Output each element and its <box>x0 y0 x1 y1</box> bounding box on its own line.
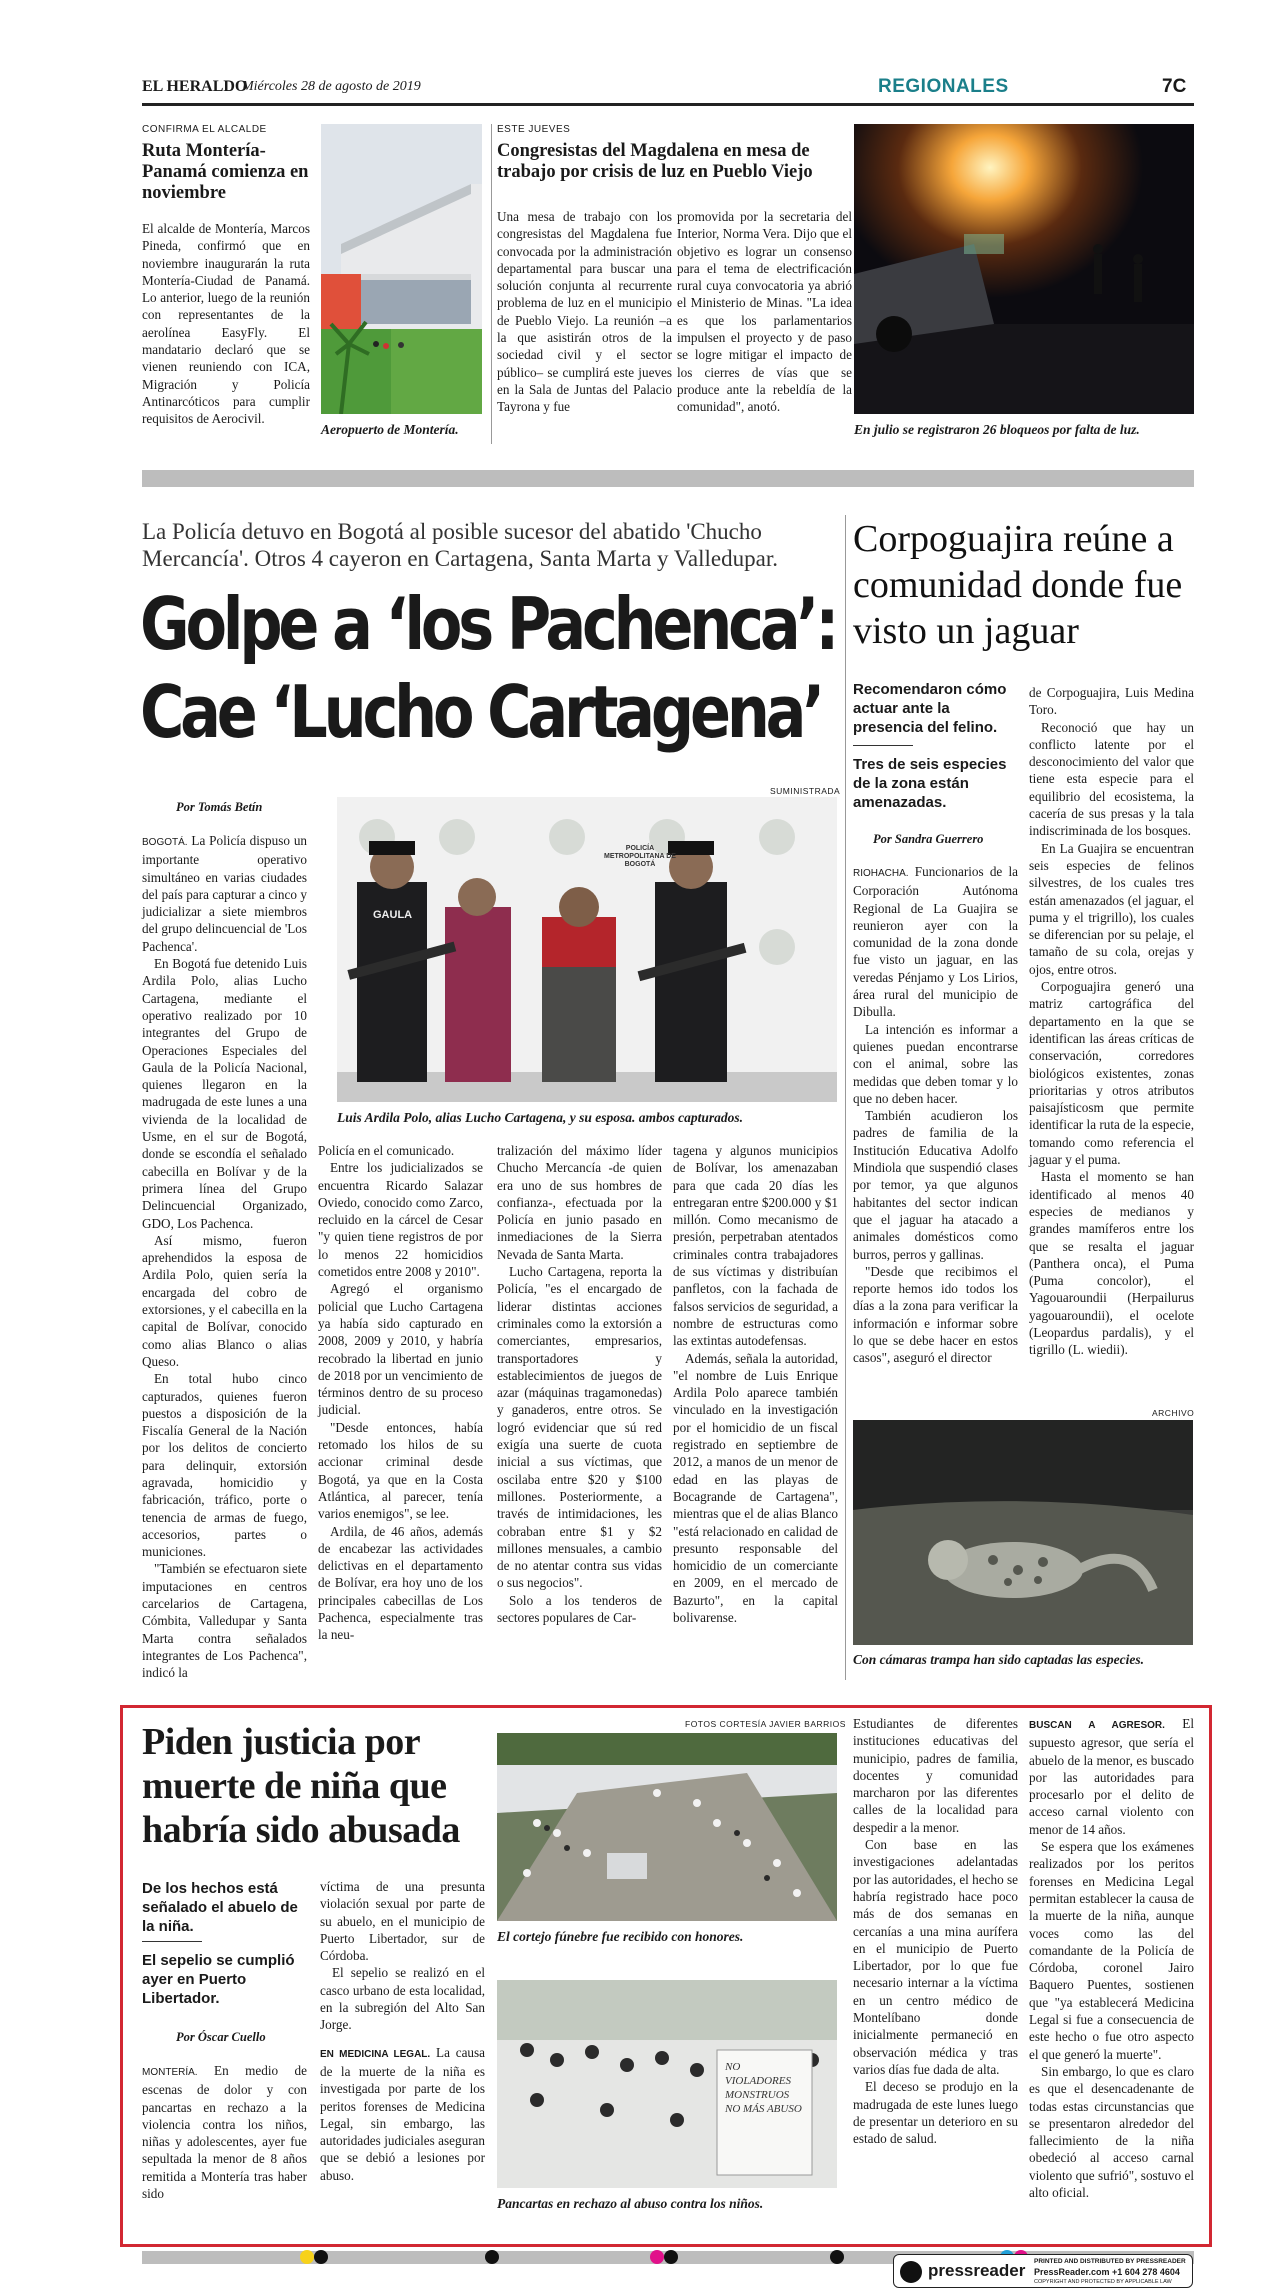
subhead: EN MEDICINA LEGAL. <box>320 2048 431 2060</box>
pressreader-brand: pressreader <box>928 2261 1026 2280</box>
paragraph: Lucho Cartagena, reporta la Policía, "es el encargado de liderar distintas acciones criminales como la extorsión a comerciantes, empresarios, transportadores y establecimientos de juegos de azar (máquinas tragamonedas) y ganaderos, entre otros. Se logró evidenciar que sú red exigía una suerte de cuota inicial a sus víctimas, que oscilaba entre $20 y $100 millones. Posteriormente, a través de intimidaciones, les cobraban entre $1 y $2 millones mensuales, a cambio de no atentar contra sus vidas o sus negocios". <box>497 1264 662 1591</box>
dateline: BOGOTÁ. <box>142 837 188 848</box>
pressreader-logo-icon <box>900 2261 922 2283</box>
paragraph: tagena y algunos municipios de Bolívar, los amenazaban para que cada 20 días les entregaran entre $200.000 y $1 millón. Como mecanismo de presión, perpetraban atentados criminales contra trabajadores de sus víctimas y distribuían panfletos, con la fachada de falsos servicios de seguridad, a nombre de estructuras como las extintas autodefensas. <box>673 1143 838 1349</box>
main-summary: La Policía detuvo en Bogotá al posible sucesor del abatido 'Chucho Mercancía'. Otros 4 cayeron en Cartagena, Santa Marta y Valledupar. <box>142 519 778 571</box>
girl-col-1 <box>142 2062 307 2202</box>
arrest-caption: Luis Ardila Polo, alias Lucho Cartagena, y su esposa. ambos capturados. <box>337 1110 744 1125</box>
paragraph: de Corpoguajira, Luis Medina Toro. <box>1029 685 1194 718</box>
girl-col-3 <box>853 1715 1018 2147</box>
jaguar-deck-2: Tres de seis especies de la zona están amenazadas. <box>853 756 1007 811</box>
page-number: 7C <box>1162 76 1187 97</box>
top-middle-story <box>497 124 857 415</box>
registration-dot <box>485 2250 499 2264</box>
jaguar-headline: Corpoguajira reúne a comunidad donde fue visto un jaguar <box>853 518 1183 652</box>
column-divider <box>491 124 492 444</box>
paragraph: MONTERÍA. En medio de escenas de dolor y con pancartas en rechazo a la violencia contra los niños, niñas y adolescentes, ayer fue sepultada la menor de 8 años remitida a Montería tras haber sido <box>142 2063 308 2202</box>
headline: Ruta Montería-Panamá comienza en noviembre <box>142 141 309 203</box>
paragraph: Solo a los tenderos de sectores populares de Car- <box>497 1592 662 1626</box>
deck-rule <box>853 745 913 746</box>
paragraph: Ardila, de 46 años, además de encabezar las actividades delictivas en el departamento de Bolívar, era hoy uno de los principales cabecillas de Los Pachenca, especialmente tras la neu- <box>318 1523 483 1643</box>
paragraph: En La Guajira se encuentran seis especies de felinos silvestres, de los cuales tres están amenazados (el jaguar, el puma y el trigrillo), los cuales se diferencian por su pelaje, el tamaño de su cola, orejas y ojos, entre otros. <box>1029 840 1194 977</box>
pressreader-line-2: PressReader.com +1 604 278 4604 <box>1034 2267 1180 2277</box>
girl-deck-1: De los hechos está señalado el abuelo de la niña. <box>142 1880 298 1935</box>
girl-photo-credit: FOTOS CORTESÍA JAVIER BARRIOS <box>685 1719 846 1729</box>
paragraph: víctima de una presunta violación sexual por parte de su abuelo, en el municipio de Puerto Libertador, sur de Córdoba. <box>320 1879 485 1964</box>
funeral-photo <box>497 1733 837 1921</box>
jaguar-photo-credit: ARCHIVO <box>1152 1408 1195 1418</box>
main-col-3 <box>497 1142 662 1626</box>
paragraph: En total hubo cinco capturados, quienes fueron puestos a disposición de la Fiscalía General de la Nación por los delitos de concierto para delinquir, extorsión agravada, homicidio y fabricación, tráfico, porte o tenencia de armas de fuego, accesorios, partes o municiones. <box>142 1371 307 1560</box>
paragraph: Además, señala la autoridad, "el nombre de Luis Enrique Ardila Polo aparece también vinculado en la investigación por el homicidio de un fiscal registrado en septiembre de 2012, a manos de un menor de edad en las playas de Bocagrande de Cartagena", mientras que el de alias Blanco "está relacionado en calidad de presunto responsable del homicidio de un comerciante en 2009, en el mercado de Bazurto", en la capital bolivarense. <box>673 1350 838 1626</box>
funeral-caption: El cortejo fúnebre fue recibido con honores. <box>497 1929 744 1944</box>
main-col-1 <box>142 832 307 1682</box>
paragraph: Estudiantes de diferentes instituciones educativas del municipio, padres de familia, docentes y comunidad marcharon por las diferentes calles de la localidad para despedir a la menor. <box>853 1716 1018 1835</box>
arrest-photo <box>337 797 837 1102</box>
registration-dot <box>300 2250 314 2264</box>
jaguar-byline: Por Sandra Guerrero <box>873 832 984 846</box>
registration-dot <box>664 2250 678 2264</box>
paragraph: "También se efectuaron siete imputaciones en centros carcelarios de Cartagena, Cómbita, Valledupar y Santa Marta contra señalados integrantes de Los Pachenca", indicó la <box>142 1561 307 1681</box>
masthead <box>142 74 1194 104</box>
column-divider <box>845 515 846 1680</box>
airport-photo <box>321 124 482 414</box>
paragraph: Corpoguajira generó una matriz cartográfica del departamento en la que se identifican las áreas críticas de conservación, corredores biológicos existentes, zonas prioritarias y otros atributos paisajísticosm que permite identificar la ruta de la especie, tomando como referencia el jaguar y el puma. <box>1029 979 1194 1168</box>
paragraph: Sin embargo, lo que es claro es que el desencadenante de todas estas circunstancias que se presentaron alrededor del fallecimiento de la niña obedeció al acceso carnal violento que sufrió", sostuvo el alto oficial. <box>1029 2063 1194 2201</box>
paragraph: "Desde entonces, había retomado los hilos de su accionar criminal desde Bogotá, ya que en la Costa Atlántica, al parecer, tenía varios enemigos", se lee. <box>318 1419 483 1522</box>
paragraph: Agregó el organismo policial que Lucho Cartagena ya había sido capturado en 2008, 2009 y 2010, y habría recobrado la libertad en junio de 2018 por un vencimiento de términos dentro de su proceso judicial. <box>318 1281 483 1418</box>
dateline: MONTERÍA. <box>142 2067 198 2078</box>
paragraph: Hasta el momento se han identificado al menos 40 especies de medianos y grandes mamíferos entre los que se resalta el jaguar (Panthera onca), el Puma (Puma concolor), el Yagouaroundii (Herpailurus yagouaroundii), el ocelote (Leopardus pardalis), y el tigrillo (L. wiedii). <box>1029 1169 1194 1358</box>
jaguar-col-2 <box>1029 684 1194 1359</box>
girl-col-2 <box>320 1878 485 2184</box>
subhead: BUSCAN A AGRESOR. <box>1029 1720 1165 1731</box>
paragraph: El deceso se produjo en la madrugada de este lunes luego de presentar un deterioro en su estado de salud. <box>853 2079 1018 2147</box>
jaguar-col-1 <box>853 863 1018 1367</box>
photo-credit: SUMINISTRADA <box>770 786 841 796</box>
paragraph: BUSCAN A AGRESOR. El supuesto agresor, que sería el abuelo de la menor, es buscado por las autoridades para procesarlo por el delito de acceso carnal violento con menor de 14 años. <box>1029 1716 1194 1837</box>
paragraph: Reconoció que hay un conflicto latente por el desconocimiento del valor que tiene esta especie para el equilibrio del ecosistema, la cacería de sus presas y la tala indiscriminada de los bosques. <box>1029 719 1194 839</box>
top-left-story <box>142 124 310 428</box>
kicker: CONFIRMA EL ALCALDE <box>142 124 267 135</box>
main-byline: Por Tomás Betín <box>176 800 263 814</box>
section-name: REGIONALES <box>878 76 1009 97</box>
main-headline <box>140 580 836 756</box>
protest-photo <box>497 1980 837 2188</box>
main-col-4 <box>673 1142 838 1626</box>
paragraph: Entre los judicializados se encuentra Ricardo Salazar Oviedo, conocido como Zarco, recluido en la cárcel de Cesar "y quien tiene registros de por lo menos 22 homicidios cometidos entre 2008 y 2010". <box>318 1160 483 1280</box>
girl-byline: Por Óscar Cuello <box>176 2030 266 2044</box>
headline: Congresistas del Magdalena en mesa de trabajo por crisis de luz en Pueblo Viejo <box>497 141 813 182</box>
issue-date: Miércoles 28 de agosto de 2019 <box>242 79 421 94</box>
paragraph: También acudieron los padres de familia de la Institución Educativa Adolfo Mindiola que suspendió clases por temor, ya que algunos habitantes del sector indican que el jaguar ha atacado a animales domésticos como burros, perros y gallinas. <box>853 1108 1018 1262</box>
body: El alcalde de Montería, Marcos Pineda, confirmó que en noviembre inaugurarán la ruta Montería-Ciudad de Panamá. Lo anterior, luego de la reunión con representantes de la aerolínea EasyFly. El mandatario declaró que se vienen reuniendo con ICA, Migración y Policía Antinarcóticos para cumplir requisitos de Aerocivil. <box>142 221 310 427</box>
deck-rule <box>142 1941 202 1942</box>
protest-sign-text: NO VIOLADORES MONSTRUOS NO MÁS ABUSO <box>725 2061 802 2115</box>
pressreader-line-1: PRINTED AND DISTRIBUTED BY PRESSREADER <box>1034 2258 1186 2265</box>
paragraph: Se espera que los exámenes realizados por los peritos forenses en Medicina Legal permitan establecer la causa de la muerte de la niña, aunque voces como las del comandante de la Policía de Córdoba, coronel Jairo Baquero Puentes, sostienen que "ya establecerá Medicina Legal si fue a consecuencia de este hecho o fue otro aspecto el que generó la muerte". <box>1029 1839 1194 2062</box>
road-block-photo <box>854 124 1194 414</box>
paragraph: tralización del máximo líder Chucho Mercancía -de quien era uno de sus hombres de confianza-, efectuada por la Policía en junio pasado en inmediaciones de la Sierra Nevada de Santa Marta. <box>497 1143 662 1262</box>
road-block-caption: En julio se registraron 26 bloqueos por falta de luz. <box>854 422 1140 437</box>
girl-deck-2: El sepelio se cumplió ayer en Puerto Libertador. <box>142 1952 295 2007</box>
masthead-rule <box>142 103 1194 106</box>
paragraph: Policía en el comunicado. <box>318 1143 455 1158</box>
body-col-2: promovida por la secretaria del Interior, Norma Vera. Dijo que el objetivo es lograr un consenso para el tema de electrificación rural cuya convocatoria ya abrió el Ministerio de Minas. "La idea es que los parlamentarios impulsen el proyecto y de paso se logre mitigar el impacto de los cierres de vías que se produce ante la rebeldía de la comunidad", anotó. <box>677 209 852 415</box>
paragraph: "Desde que recibimos el reporte hemos ido todos los días a la zona para verificar la información e informar sobre lo que se debe hacer en estos casos", aseguró el director <box>853 1263 1018 1366</box>
girl-col-4 <box>1029 1715 1194 2201</box>
paragraph: BOGOTÁ. La Policía dispuso un importante operativo simultáneo en varias ciudades del país para capturar a cinco y judicializar a siete miembros del grupo delincuencial de 'Los Pachenca'. <box>142 833 308 954</box>
pressreader-badge[interactable] <box>893 2254 1193 2288</box>
protest-caption: Pancartas en rechazo al abuso contra los niños. <box>497 2196 764 2211</box>
airport-caption: Aeropuerto de Montería. <box>321 422 459 437</box>
paper-name: EL HERALDO <box>142 78 248 95</box>
paragraph: RIOHACHA. Funcionarios de la Corporación Autónoma Regional de La Guajira se reunieron ayer con la comunidad de la zona donde fue visto un jaguar, en las veredas Pénjamo y Los Lirios, área rural del municipio de Dibulla. <box>853 864 1018 1020</box>
ocelot-caption: Con cámaras trampa han sido captadas las especies. <box>853 1652 1145 1667</box>
pressreader-line-3: COPYRIGHT AND PROTECTED BY APPLICABLE LAW <box>1034 2279 1172 2285</box>
paragraph: En Bogotá fue detenido Luis Ardila Polo, alias Lucho Cartagena, mediante el operativo realizado por 10 integrantes del Grupo de Operaciones Especiales del Gaula de la Policía Nacional, quienes llegaron en la madrugada de este lunes a una vivienda de la localidad de Usme, en el sur de Bogotá, donde se escondía el señalado cabecilla en Bolívar y de la primera línea del Grupo Delincuencial Organizado, GDO, Los Pachenca. <box>142 956 307 1231</box>
section-band <box>142 470 1194 487</box>
paragraph: Con base en las investigaciones adelantadas por las autoridades, el hecho se habría registrado hace poco más de dos semanas en cercanías a una mina aurífera en el municipio de Puerto Libertador, por lo que fue necesario internar a la víctima en un centro médico de Montelíbano donde inicialmente permaneció en observación médica y tras varios días fue dada de alta. <box>853 1837 1018 2077</box>
paragraph: La intención es informar a quienes puedan encontrarse con el animal, sobre las medidas que deben tomar y lo que no deben hacer. <box>853 1021 1018 1106</box>
girl-headline: Piden justicia por muerte de niña que habría sido abusada <box>142 1721 460 1851</box>
kicker: ESTE JUEVES <box>497 124 571 135</box>
main-col-2 <box>318 1142 483 1644</box>
paragraph: EN MEDICINA LEGAL. La causa de la muerte de la niña es investigada por parte de los peritos forenses de Medicina Legal, sin embargo, las autoridades judiciales aseguran que se debió a lesiones por abuso. <box>320 2044 486 2183</box>
registration-dot <box>650 2250 664 2264</box>
ocelot-photo <box>853 1420 1193 1645</box>
police-banner-text: POLICÍA METROPOLITANA DE BOGOTÁ <box>604 845 676 868</box>
jaguar-deck-1: Recomendaron cómo actuar ante la presencia del felino. <box>853 681 1007 736</box>
registration-dot <box>830 2250 844 2264</box>
gaula-badge: GAULA <box>373 909 413 921</box>
paragraph: Así mismo, fueron aprehendidos la esposa de Ardila Polo, quien sería la encargada del cobro de extorsiones, y el cabecilla en la capital de Bolívar, conocido como alias Blanco o alias Queso. <box>142 1232 307 1369</box>
dateline: RIOHACHA. <box>853 868 909 879</box>
paragraph: El sepelio se realizó en el casco urbano de esta localidad, en la subregión del Alto San Jorge. <box>320 1965 485 2033</box>
registration-dot <box>314 2250 328 2264</box>
headline-line-2: Cae ‘Lucho Cartagena’ <box>140 670 822 754</box>
headline-line-1: Golpe a ‘los Pachenca’: <box>140 582 836 666</box>
body-col-1: Una mesa de trabajo con los congresistas del Magdalena fue convocada por la administración departamental para buscar una solución conjunta al recurrente problema de luz en el municipio de Pueblo Viejo. La reunión –a la que asistirán otros de la sociedad civil y el sector público– se cumplirá este jueves en la Sala de Juntas del Palacio Tayrona y fue <box>497 209 672 415</box>
